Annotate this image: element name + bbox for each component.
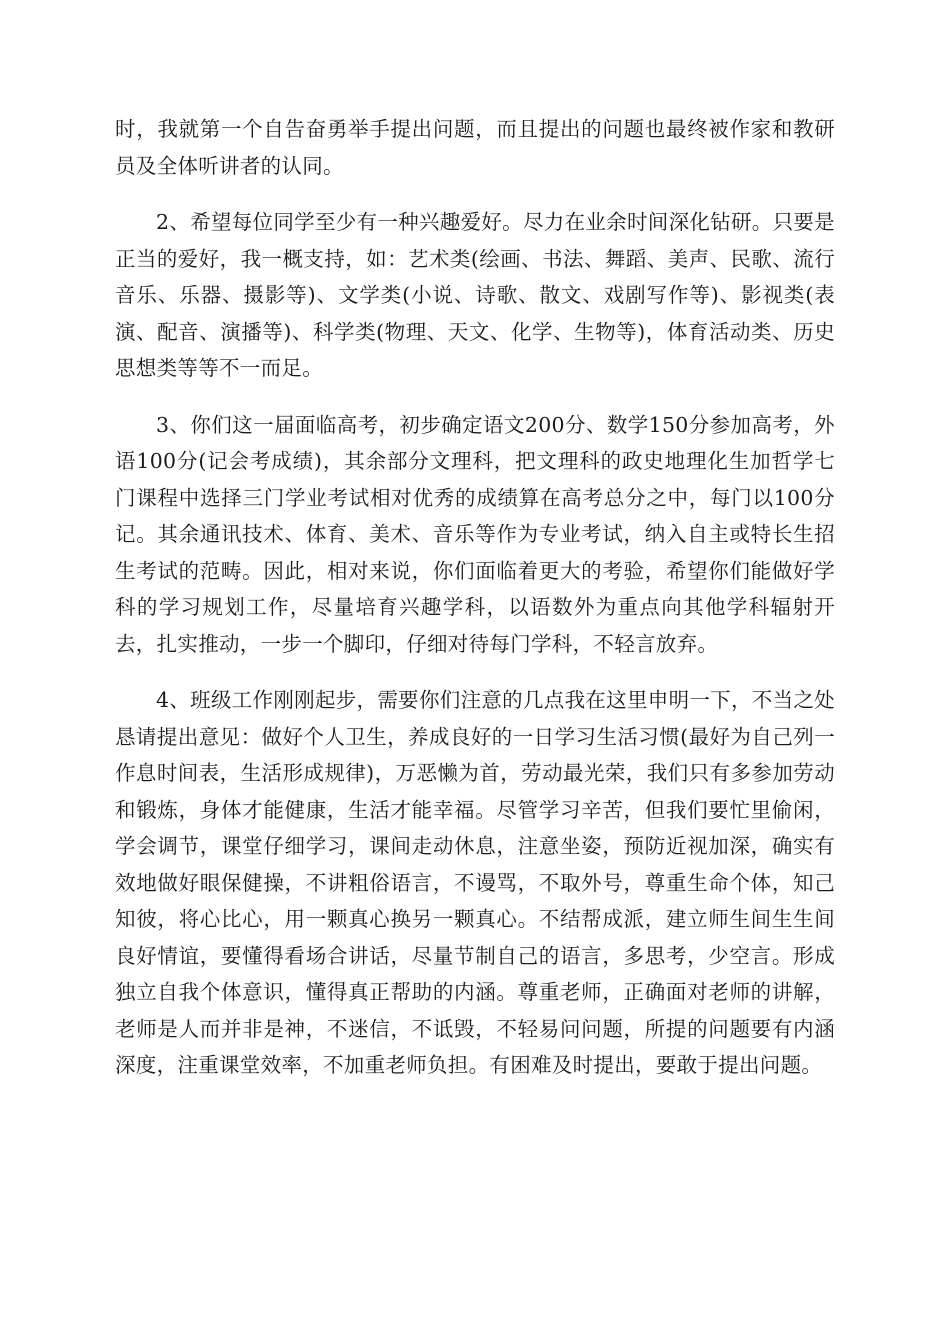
paragraph-continuation: 时，我就第一个自告奋勇举手提出问题，而且提出的问题也最终被作家和教研员及全体听讲者的认同。 [115,117,835,178]
paragraph-item-3: 3、你们这一届面临高考，初步确定语文200分、数学150分参加高考，外语100分(记会考成绩)，其余部分文理科，把文理科的政史地理化生加哲学七门课程中选择三门学业考试相对优秀的成绩算在高考总分之中，每门以100分记。其余通讯技术、体育、美术、音乐等作为专业考试，纳入自主或特长生招生考试的范畴。因此，相对来说，你们面临着更大的考验，希望你们能做好学科的学习规划工作，尽量培育兴趣学科，以语数外为重点向其他学科辐射开去，扎实推动，一步一个脚印，仔细对待每门学科，不轻言放弃。 [115,412,835,656]
paragraph-item-4: 4、班级工作刚刚起步，需要你们注意的几点我在这里申明一下，不当之处恳请提出意见：做好个人卫生，养成良好的一日学习生活习惯(最好为自己列一作息时间表，生活形成规律)，万恶懒为首，劳动最光荣，我们只有多参加劳动和锻炼，身体才能健康，生活才能幸福。尽管学习辛苦，但我们要忙里偷闲，学会调节，课堂仔细学习，课间走动休息，注意坐姿，预防近视加深，确实有效地做好眼保健操，不讲粗俗语言，不谩骂，不取外号，尊重生命个体，知己知彼，将心比心，用一颗真心换另一颗真心。不结帮成派，建立师生间生生间良好情谊，要懂得看场合讲话，尽量节制自己的语言，多思考，少空言。形成独立自我个体意识，懂得真正帮助的内涵。尊重老师，正确面对老师的讲解，老师是人而并非是神，不迷信，不诋毁，不轻易问问题，所提的问题要有内涵深度，注重课堂效率，不加重老师负担。有困难及时提出，要敢于提出问题。 [115,688,835,1077]
paragraph-item-2: 2、希望每位同学至少有一种兴趣爱好。尽力在业余时间深化钻研。只要是正当的爱好，我一概支持，如：艺术类(绘画、书法、舞蹈、美声、民歌、流行音乐、乐器、摄影等)、文学类(小说、诗歌、散文、戏剧写作等)、影视类(表演、配音、演播等)、科学类(物理、天文、化学、生物等)，体育活动类、历史思想类等等不一而足。 [115,210,835,380]
document-body [115,111,835,1084]
